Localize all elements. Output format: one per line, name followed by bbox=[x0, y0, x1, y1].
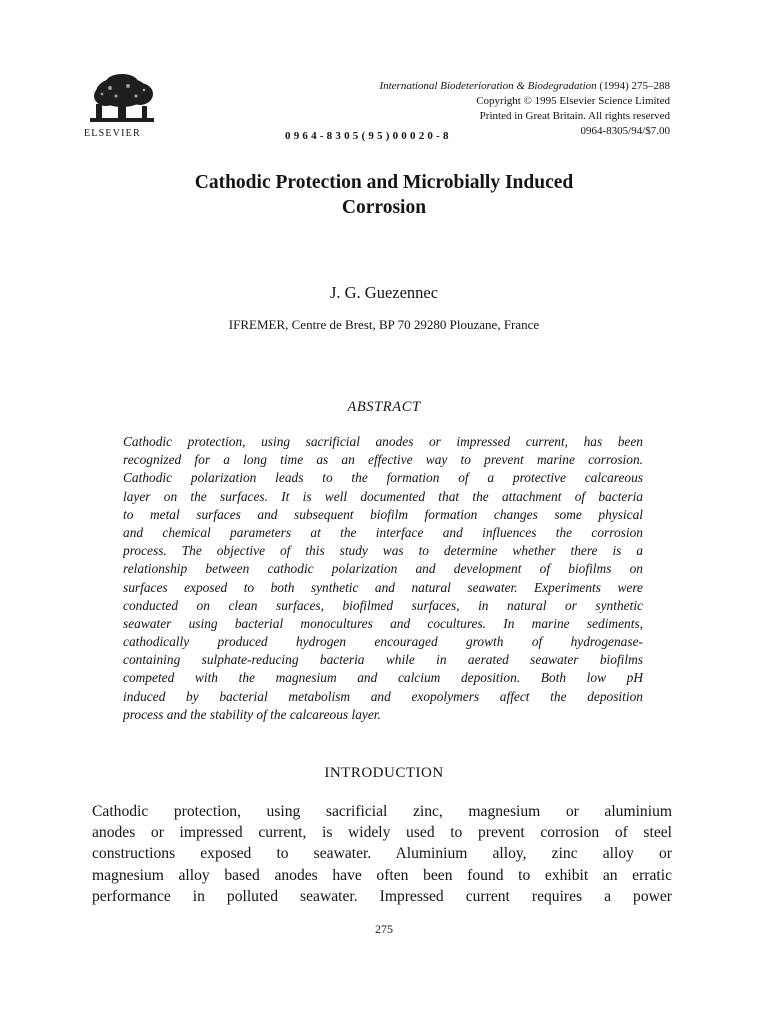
introduction-heading: INTRODUCTION bbox=[324, 765, 444, 781]
copyright-line: Copyright © 1995 Elsevier Science Limited bbox=[476, 95, 670, 107]
abstract-line: Cathodic polarization leads to the formation of a protective calcareous bbox=[123, 470, 643, 486]
introduction-body bbox=[92, 801, 672, 907]
journal-name: International Biodeterioration & Biodegradation bbox=[379, 80, 597, 92]
abstract-line: relationship between cathodic polarization and development of biofilms on bbox=[123, 561, 643, 577]
title-line: Cathodic Protection and Microbially Induced bbox=[194, 172, 574, 193]
abstract-line: Cathodic protection, using sacrificial anodes or impressed current, has been bbox=[123, 434, 643, 449]
title-line: Corrosion bbox=[341, 197, 427, 218]
author-affiliation: IFREMER, Centre de Brest, BP 70 29280 Plouzane, France bbox=[228, 317, 540, 332]
elsevier-logo bbox=[84, 74, 164, 139]
journal-citation bbox=[379, 79, 670, 94]
publisher-name: ELSEVIER bbox=[84, 128, 141, 139]
journal-volume-pages: (1994) 275–288 bbox=[599, 80, 670, 92]
abstract-line: seawater using bacterial monocultures and cocultures. In marine sediments, bbox=[123, 615, 643, 631]
elsevier-tree-icon bbox=[88, 74, 156, 126]
abstract-line: to metal surfaces and subsequent biofilm formation changes some physical bbox=[123, 506, 643, 522]
abstract-line: process. The objective of this study was to determine whether there is a bbox=[123, 543, 643, 559]
abstract-line: layer on the surfaces. It is well documented that the attachment of bacteria bbox=[123, 488, 643, 504]
introduction-line: constructions exposed to seawater. Aluminium alloy, zinc alloy or bbox=[92, 845, 672, 863]
price-code: 0964-8305/94/$7.00 bbox=[580, 125, 670, 137]
abstract-line: competed with the magnesium and calcium deposition. Both low pH bbox=[123, 670, 643, 686]
abstract-line: and chemical parameters at the interface and influences the corrosion bbox=[123, 524, 643, 540]
abstract-line: conducted on clean surfaces, biofilmed surfaces, in natural or synthetic bbox=[123, 597, 643, 613]
abstract-line: containing sulphate-reducing bacteria while in aerated seawater biofilms bbox=[123, 652, 643, 668]
author-name: J. G. Guezennec bbox=[329, 283, 439, 302]
issn-code: 0964-8305(95)00020-8 bbox=[285, 130, 452, 142]
abstract-line: surfaces exposed to both synthetic and natural seawater. Experiments were bbox=[123, 579, 643, 595]
abstract-line: recognized for a long time as an effective way to prevent marine corrosion. bbox=[123, 452, 643, 468]
abstract-line: induced by bacterial metabolism and exopolymers affect the deposition bbox=[123, 688, 643, 704]
article-title bbox=[0, 170, 768, 220]
introduction-line: Cathodic protection, using sacrificial zinc, magnesium or aluminium bbox=[92, 803, 672, 820]
abstract-line: cathodically produced hydrogen encouraged growth of hydrogenase- bbox=[123, 634, 643, 650]
abstract-heading: ABSTRACT bbox=[347, 399, 421, 415]
introduction-line: performance in polluted seawater. Impressed current requires a power bbox=[92, 887, 672, 905]
printed-line: Printed in Great Britain. All rights reserved bbox=[479, 110, 670, 122]
abstract-line: process and the stability of the calcareous layer. bbox=[123, 706, 381, 722]
abstract-body bbox=[123, 433, 643, 724]
introduction-line: magnesium alloy based anodes have often been found to exhibit an erratic bbox=[92, 866, 672, 884]
page-number: 275 bbox=[375, 922, 393, 936]
introduction-line: anodes or impressed current, is widely used to prevent corrosion of steel bbox=[92, 824, 672, 842]
